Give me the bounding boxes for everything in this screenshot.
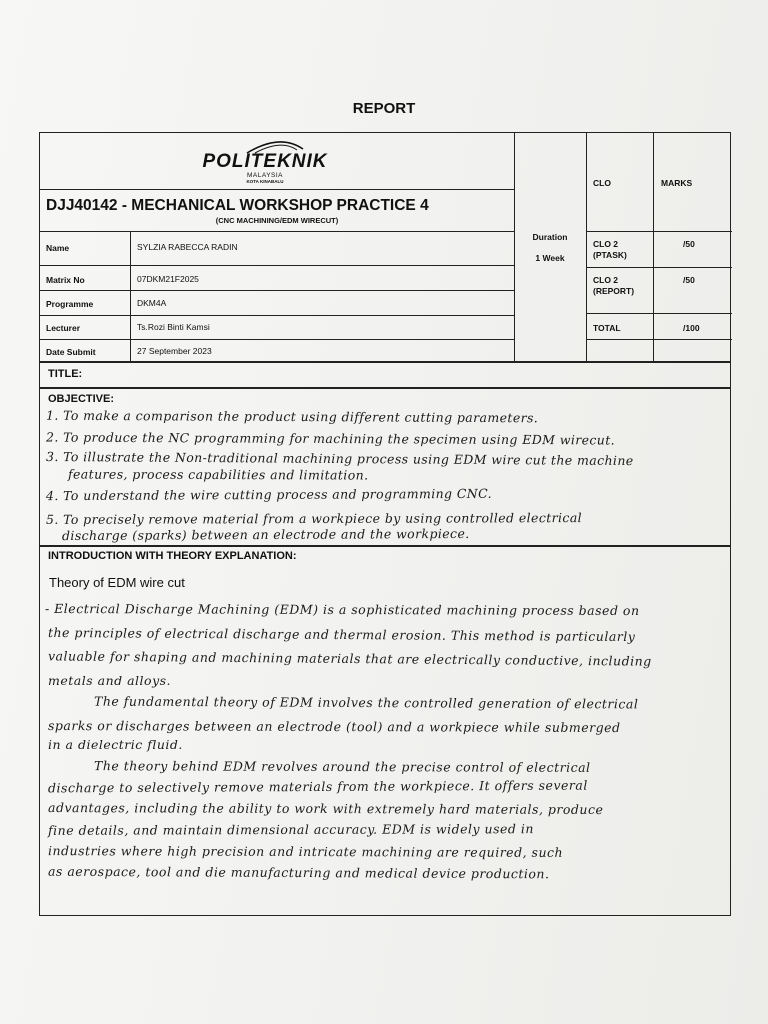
objective-box (39, 388, 731, 546)
clo-row1: CLO 2 (593, 239, 619, 249)
intro-line-3: valuable for shaping and machining materials that are electrically conductive, including (47, 648, 652, 669)
intro-line-1: - Electrical Discharge Machining (EDM) is a sophisticated machining process based on (44, 600, 640, 619)
intro-line-5: The fundamental theory of EDM involves the controlled generation of electrical (93, 693, 639, 712)
objective-line-3: 3. To illustrate the Non-traditional machining process using EDM wire cut the machine (45, 448, 634, 469)
intro-line-8: The theory behind EDM revolves around the precise control of electrical (93, 758, 591, 775)
divider (40, 339, 514, 340)
logo-country: MALAYSIA (246, 172, 284, 179)
divider (586, 133, 587, 361)
divider (40, 265, 514, 266)
intro-line-13: as aerospace, tool and die manufacturing and medical device production. (47, 863, 550, 882)
divider (514, 133, 515, 361)
date-value: 27 September 2023 (137, 346, 212, 356)
name-label: Name (46, 243, 70, 253)
lecturer-value: Ts.Rozi Binti Kamsi (137, 322, 210, 332)
matrix-value: 07DKM21F2025 (137, 274, 199, 284)
marks-header: MARKS (661, 178, 693, 188)
intro-line-12: industries where high precision and intricate machining are required, such (47, 843, 564, 860)
marks-row2: /50 (683, 275, 695, 285)
objective-line-2: 2. To produce the NC programming for machining the specimen using EDM wirecut. (45, 429, 616, 448)
name-value: SYLZIA RABECCA RADIN (137, 242, 238, 252)
politeknik-logo (185, 137, 345, 187)
header-table (39, 132, 731, 362)
report-heading: REPORT (352, 100, 416, 117)
lecturer-label: Lecturer (46, 323, 81, 333)
total-marks: /100 (683, 323, 700, 333)
divider (653, 133, 654, 361)
programme-label: Programme (46, 299, 94, 309)
logo-campus: KOTA KINABALU (246, 179, 284, 184)
divider (130, 231, 131, 361)
title-box (39, 362, 731, 388)
clo-row2: CLO 2 (593, 275, 619, 285)
objective-line-7: discharge (sparks) between an electrode and the workpiece. (61, 525, 470, 544)
intro-line-6: sparks or discharges between an electrode (tool) and a workpiece while submerged (47, 718, 621, 735)
divider (586, 339, 732, 340)
divider (40, 290, 514, 291)
matrix-label: Matrix No (46, 275, 85, 285)
marks-row1: /50 (683, 239, 695, 249)
intro-line-11: fine details, and maintain dimensional accuracy. EDM is widely used in (47, 821, 534, 838)
divider (586, 267, 732, 268)
objective-line-6: 5. To precisely remove material from a workpiece by using controlled electrical (45, 510, 583, 527)
divider (40, 315, 514, 316)
logo-name: POLITEKNIK (202, 151, 328, 172)
objective-line-4: features, process capabilities and limitation. (67, 466, 369, 483)
logo-cell (40, 133, 514, 190)
total-label: TOTAL (593, 323, 621, 333)
title-label: TITLE: (48, 368, 83, 380)
objective-label: OBJECTIVE: (48, 393, 115, 405)
clo-row2-type: (REPORT) (593, 286, 635, 296)
intro-line-9: discharge to selectively remove materials from the workpiece. It offers several (47, 777, 588, 796)
course-title: DJJ40142 - MECHANICAL WORKSHOP PRACTICE 4 (46, 197, 429, 214)
duration-label: Duration (532, 232, 568, 242)
course-subtitle: (CNC MACHINING/EDM WIRECUT) (215, 216, 339, 225)
theory-subheading: Theory of EDM wire cut (49, 575, 185, 590)
intro-line-2: the principles of electrical discharge and thermal erosion. This method is particularly (47, 624, 636, 645)
date-label: Date Submit (46, 347, 96, 357)
programme-value: DKM4A (137, 298, 167, 308)
clo-header: CLO (593, 178, 611, 188)
divider (586, 231, 732, 232)
intro-line-7: in a dielectric fluid. (48, 737, 183, 752)
introduction-label: INTRODUCTION WITH THEORY EXPLANATION: (48, 550, 297, 562)
objective-line-5: 4. To understand the wire cutting process and programming CNC. (45, 485, 493, 504)
intro-line-4: metals and alloys. (48, 673, 172, 688)
clo-row1-type: (PTASK) (593, 250, 627, 260)
objective-line-1: 1. To make a comparison the product using different cutting parameters. (45, 407, 539, 426)
intro-line-10: advantages, including the ability to work with extremely hard materials, produce (47, 800, 604, 817)
duration-value: 1 Week (535, 253, 565, 263)
course-cell (40, 189, 514, 232)
divider (586, 313, 732, 314)
introduction-box (39, 546, 731, 916)
